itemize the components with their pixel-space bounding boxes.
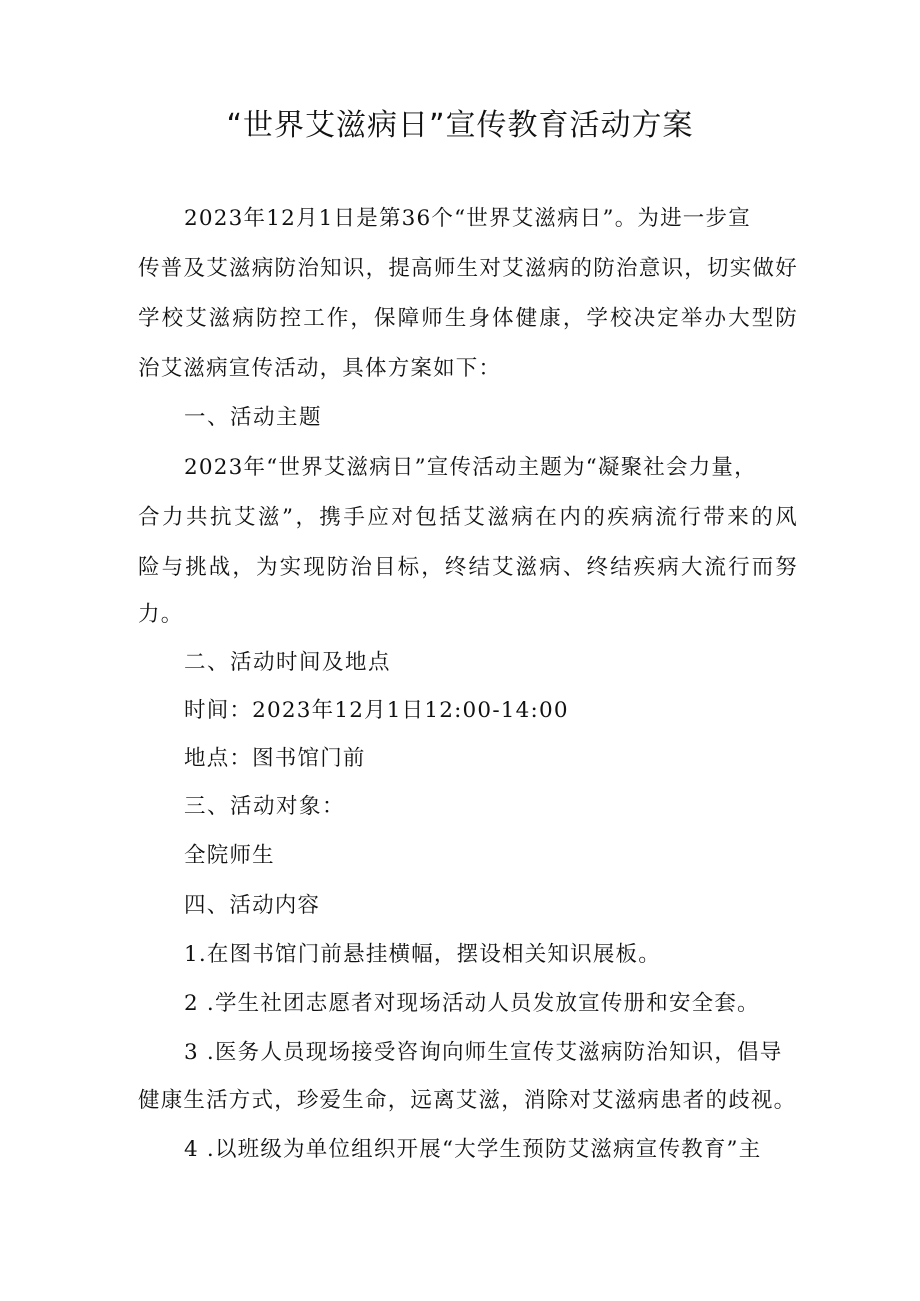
section-2-heading: 二、活动时间及地点: [184, 650, 392, 675]
section-1-line-4: 力。: [138, 602, 184, 627]
section-4-heading: 四、活动内容: [184, 893, 321, 918]
content-item-1: 1.在图书馆门前悬挂横幅，摆设相关知识展板。: [184, 942, 661, 967]
section-1-heading: 一、活动主题: [184, 405, 323, 430]
event-place: 地点：图书馆门前: [184, 746, 366, 771]
intro-line-4: 治艾滋病宣传活动，具体方案如下：: [138, 356, 502, 381]
audience-text: 全院师生: [184, 843, 275, 868]
content-item-4: 4 .以班级为单位组织开展“大学生预防艾滋病宣传教育”主: [184, 1137, 762, 1162]
section-1-line-2: 合力共抗艾滋”，携手应对包括艾滋病在内的疾病流行带来的风: [138, 505, 798, 530]
document-title: “世界艾滋病日”宣传教育活动方案: [226, 108, 694, 143]
content-item-3-line-1: 3 .医务人员现场接受咨询向师生宣传艾滋病防治知识，倡导: [184, 1040, 783, 1065]
event-time: 时间：2023年12月1日12:00-14:00: [184, 698, 569, 723]
section-3-heading: 三、活动对象：: [184, 794, 346, 819]
content-item-3-line-2: 健康生活方式，珍爱生命，远离艾滋，消除对艾滋病患者的歧视。: [138, 1088, 797, 1113]
section-1-line-1: 2023年“世界艾滋病日”宣传活动主题为“凝聚社会力量，: [184, 455, 757, 480]
content-item-2: 2 .学生社团志愿者对现场活动人员发放宣传册和安全套。: [184, 991, 760, 1016]
intro-line-2: 传普及艾滋病防治知识，提高师生对艾滋病的防治意识，切实做好: [138, 256, 798, 281]
section-1-line-3: 险与挑战，为实现防治目标，终结艾滋病、终结疾病大流行而努: [138, 555, 798, 580]
intro-line-1: 2023年12月1日是第36个“世界艾滋病日”。为进一步宣: [184, 206, 751, 231]
intro-line-3: 学校艾滋病防控工作，保障师生身体健康，学校决定举办大型防: [138, 306, 798, 331]
